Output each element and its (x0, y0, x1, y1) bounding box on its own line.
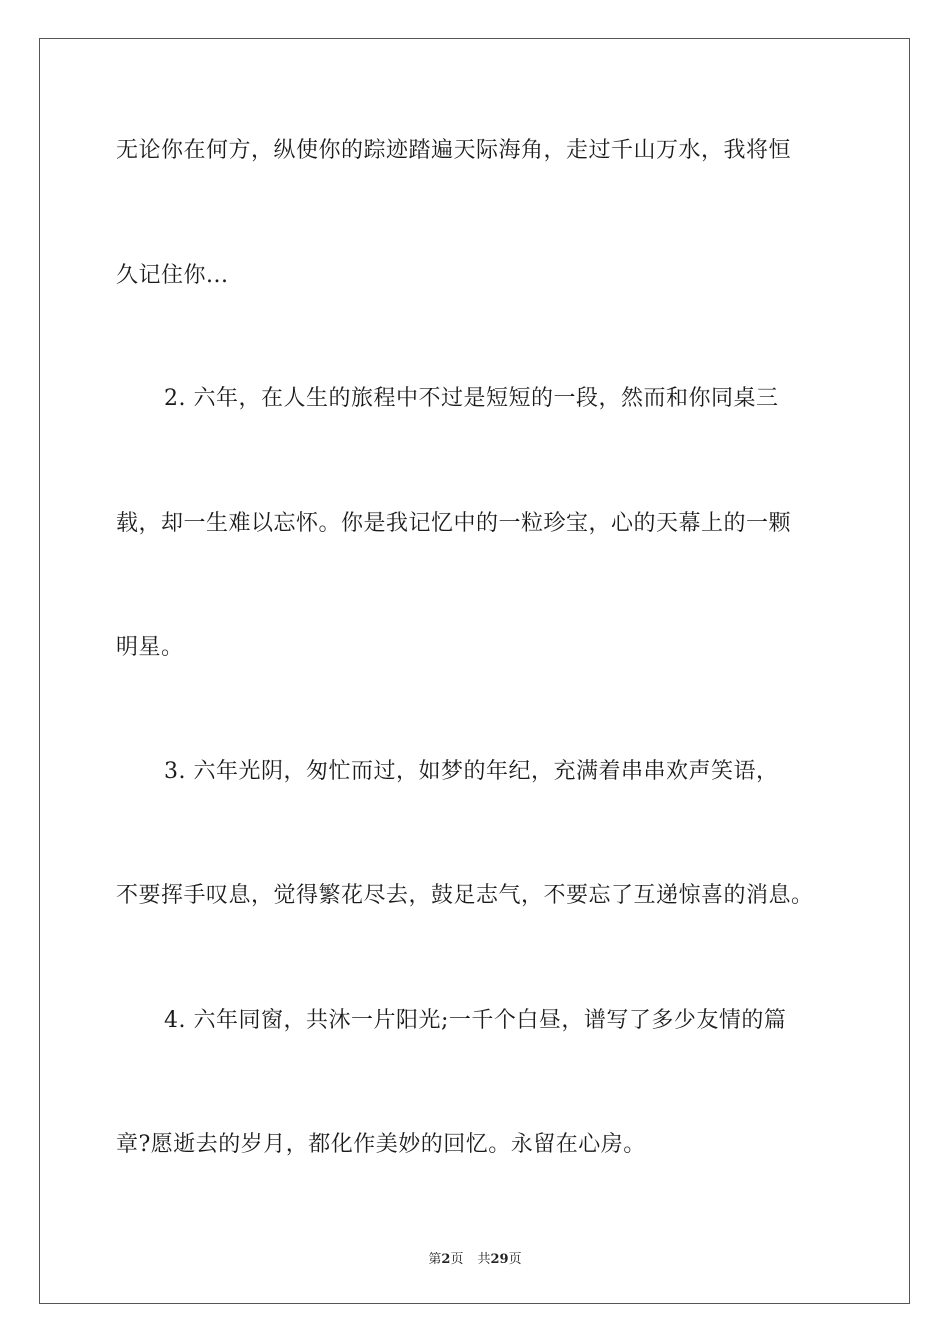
text-line-2: 久记住你... (116, 263, 229, 288)
text-line-9: 章?愿逝去的岁月，都化作美妙的回忆。永留在心房。 (116, 1132, 646, 1157)
total-prefix: 共 (477, 1252, 491, 1267)
text-line-4: 载，却一生难以忘怀。你是我记忆中的一粒珍宝，心的天幕上的一颗 (116, 511, 792, 536)
total-pages: 29 (490, 1252, 509, 1267)
page-number: 2 (441, 1252, 451, 1267)
text-line-1: 无论你在何方，纵使你的踪迹踏遍天际海角，走过千山万水，我将恒 (116, 138, 792, 163)
total-suffix: 页 (508, 1252, 522, 1267)
text-line-5: 明星。 (116, 635, 184, 660)
text-line-8: 4. 六年同窗，共沐一片阳光;一千个白昼，谱写了多少友情的篇 (164, 1008, 787, 1033)
page-border (39, 38, 910, 1304)
text-line-7: 不要挥手叹息，觉得繁花尽去，鼓足志气，不要忘了互递惊喜的消息。 (116, 883, 814, 908)
text-line-3: 2. 六年，在人生的旅程中不过是短短的一段，然而和你同桌三 (164, 386, 779, 411)
page-prefix: 第 (428, 1252, 442, 1267)
page-footer (0, 1248, 950, 1267)
text-line-6: 3. 六年光阴，匆忙而过，如梦的年纪，充满着串串欢声笑语， (164, 759, 779, 784)
page-suffix: 页 (450, 1252, 464, 1267)
